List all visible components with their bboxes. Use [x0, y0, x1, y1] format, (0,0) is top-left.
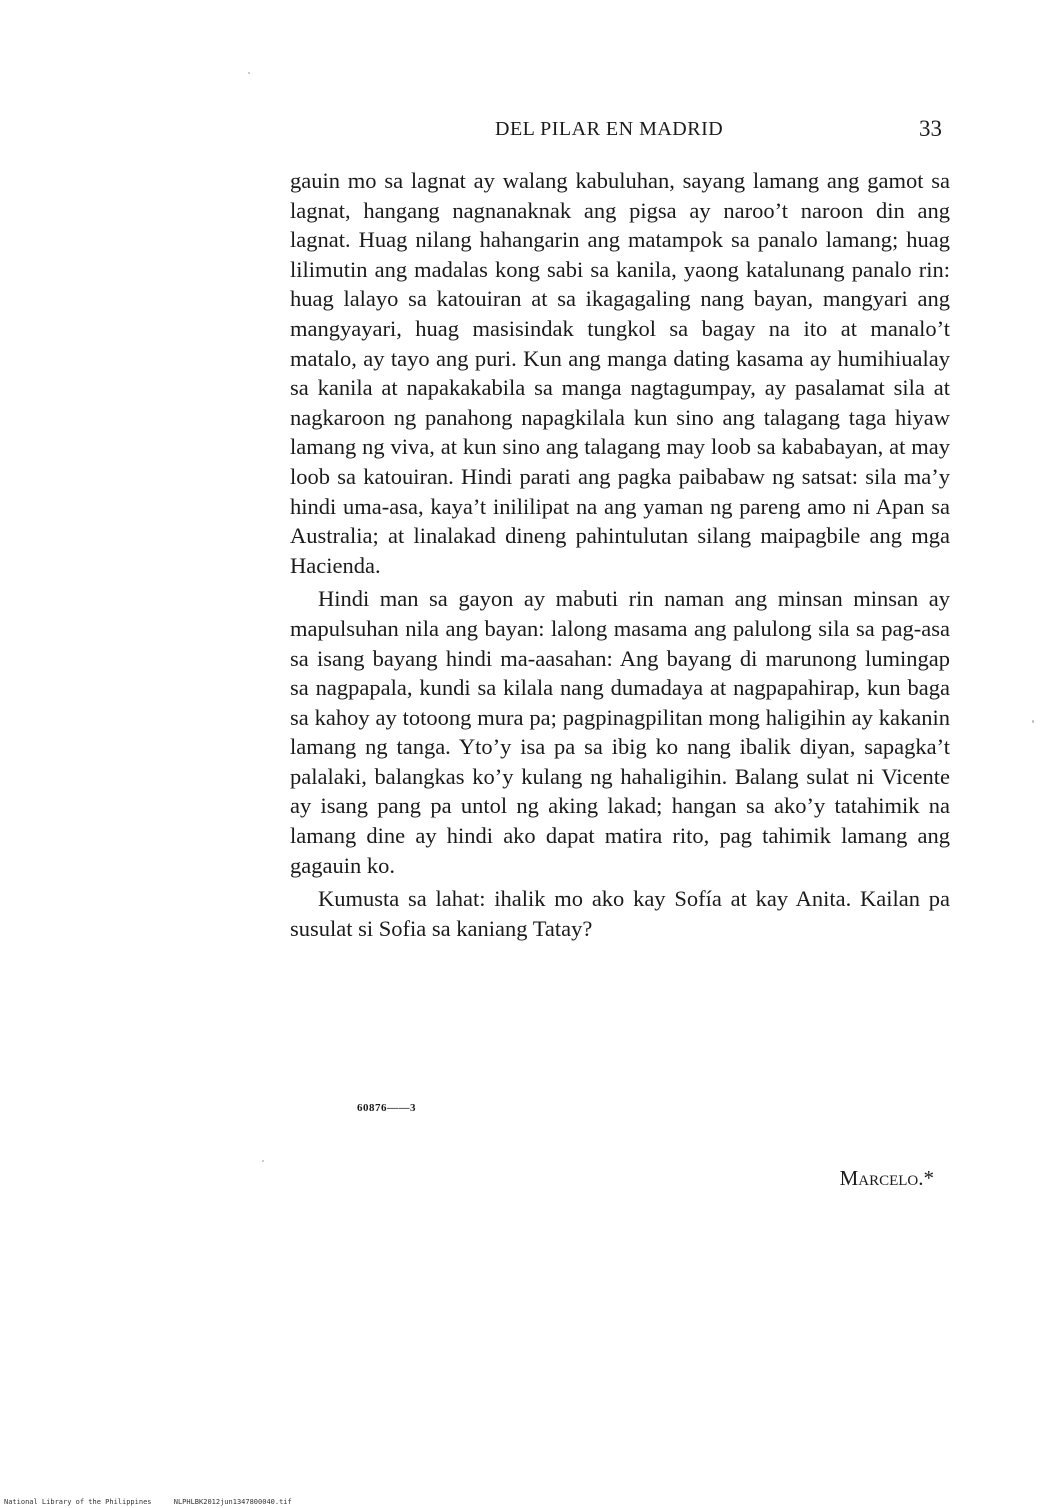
letter-signature: Marcelo.*: [839, 1166, 934, 1190]
paragraph-continued: gauin mo sa lagnat ay walang kabuluhan, sayang lamang ang gamot sa lagnat, hangang nagnanaknak ang pigsa ay naroo’t naroon din ang lagnat. Huag nilang hahangarin ang matampok sa panalo lamang; huag lilimutin ang madalas kong sabi sa kanila, yaong katalunang panalo rin: huag lalayo sa katouiran at sa ikagagaling nang bayan, mangyari ang mangyayari, huag masisindak tungkol sa bagay na ito at manalo’t matalo, ay tayo ang puri. Kun ang manga dating kasama ay humihiualay sa kanila at napakakabila sa manga nagtagumpay, ay pasalamat sila at nagkaroon ng panahong napagkilala kun sino ang talagang taga hiyaw lamang ng viva, at kun sino ang talagang may loob sa kababayan, at may loob sa katouiran. Hindi parati ang pagka paibabaw ng satsat: sila ma’y hindi uma-asa, kaya’t inililipat na ang yaman ng pareng amo ni Apan sa Australia; at linalakad dineng pahintulutan silang maipagbile ang mga Hacienda.: [290, 168, 950, 578]
scan-footer-credit: [4, 1498, 310, 1506]
printer-signature-mark: 60876——3: [357, 1102, 416, 1114]
scan-file-id: NLPHLBK2012jun1347800040.tif: [173, 1498, 292, 1506]
library-credit: National Library of the Philippines: [4, 1498, 152, 1506]
scan-speck: [1032, 720, 1034, 723]
body-text: [290, 166, 950, 943]
scan-speck: [262, 1160, 264, 1162]
running-title: DEL PILAR EN MADRID: [495, 118, 724, 140]
running-head: [290, 118, 950, 150]
scan-speck: [248, 72, 250, 74]
paragraph-closing: Kumusta sa lahat: ihalik mo ako kay Sofía at kay Anita. Kailan pa susulat si Sofia sa kaniang Tatay?: [290, 886, 950, 941]
paragraph: Hindi man sa gayon ay mabuti rin naman ang minsan minsan ay mapulsuhan nila ang bayan: lalong masama ang palulong sila sa pag-asa sa isang bayang hindi ma-aasahan: Ang bayang di marunong lumingap sa nagpapala, kundi sa kilala nang dumadaya at nagpapahirap, kun baga sa kahoy ay totoong mura pa; pagpinagpilitan mong haligihin ay kakanin lamang ng tanga. Yto’y isa pa sa ibig ko nang ibalik diyan, sapagka’t palalaki, balangkas ko’y kulang ng hahaligihin. Balang sulat ni Vicente ay isang pang pa untol ng aking lakad; hangan sa ako’y tatahimik na lamang dine ay hindi ako dapat matira rito, pag tahimik lamang ang gagauin ko.: [290, 586, 950, 878]
page-number: 33: [919, 116, 942, 141]
